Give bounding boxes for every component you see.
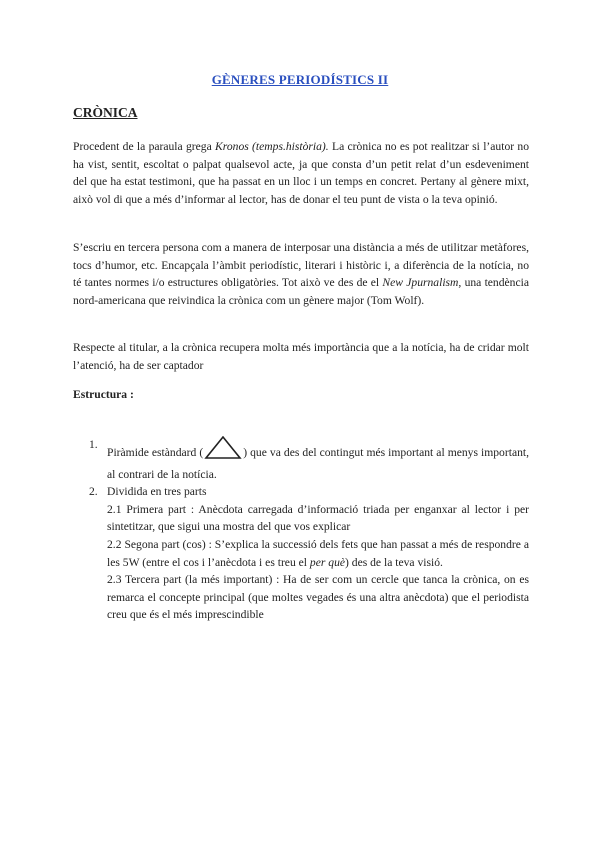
sub-item-2-2 — [89, 536, 529, 571]
p2-new-journalism: New Jpurnalism, — [382, 276, 462, 290]
page-title: GÈNERES PERIODÍSTICS II — [211, 72, 389, 87]
list-item-2 — [89, 483, 529, 501]
p2-text-a: S’escriu en tercera persona com a manera de interposar una distància a més de utilitzar metàfores, tocs d’humor, etc. Encapçala l’àmbit periodístic, literari i històric i, a diferència de la notícia, no té tantes normes i/o estructures obligatòries. Tot això ve des de el — [73, 241, 529, 290]
structure-heading: Estructura : — [73, 388, 134, 401]
triangle-icon — [204, 436, 242, 466]
sub-2-2-text-c: ) des de la teva visió. — [345, 555, 443, 569]
list-item-1-text-b: ) que va des del contingut més important al menys important, al contrari de la notícia. — [107, 446, 529, 481]
section-heading: CRÒNICA — [73, 105, 138, 120]
list-item-2-text: Dividida en tres parts — [107, 485, 207, 499]
sub-2-2-per-que: per què — [309, 555, 346, 569]
list-item-1-text-a: Piràmide estàndard ( — [107, 446, 204, 459]
list-number: 2. — [89, 485, 98, 499]
list-item-1 — [89, 436, 529, 483]
paragraph-1 — [73, 138, 529, 208]
p2-text-c: una tendència nord-americana que reivindica la crònica com un gènere major (Tom Wolf). — [73, 276, 529, 307]
sub-2-2-text-a: 2.2 Segona part (cos) : S’explica la successió dels fets que han passat a més de respondre a les 5W (entre el cos i l’anècdota i es treu el — [107, 537, 529, 569]
p1-text-c: La crònica no es pot realitzar si l’autor no ha vist, sentit, escoltat o palpat qualsevol acte, ja que consta d’un petit relat d’un esdeveniment del que ha estat testimoni, que ha passat en un lloc i un temps en concret. Pertany al gènere mixt, això vol di que a més d’informar al lector, has de donar el teu punt de vista o la teva opinió. — [73, 140, 529, 206]
p1-text-a: Procedent de la paraula grega — [73, 140, 216, 153]
p1-etymology: Kronos (temps.història). — [215, 140, 329, 153]
paragraph-3: Respecte al titular, a la crònica recupera molta més importància que a la notícia, ha de cridar molt l’atenció, ha de ser captador — [73, 341, 529, 372]
list-number: 1. — [89, 438, 98, 451]
paragraph-2 — [73, 239, 529, 309]
sub-item-2-1: 2.1 Primera part : Anècdota carregada d’informació triada per enganxar al lector i per sintetitzar, que sigui una mostra del que vos explicar — [107, 502, 529, 534]
structure-list — [89, 436, 529, 624]
sub-item-2-3: 2.3 Tercera part (la més important) : Ha de ser com un cercle que tanca la crònica, on es remarca el concepte principal (que moltes vegades és una altra anècdota) que el periodista creu que és el més imprescindible — [107, 573, 529, 622]
